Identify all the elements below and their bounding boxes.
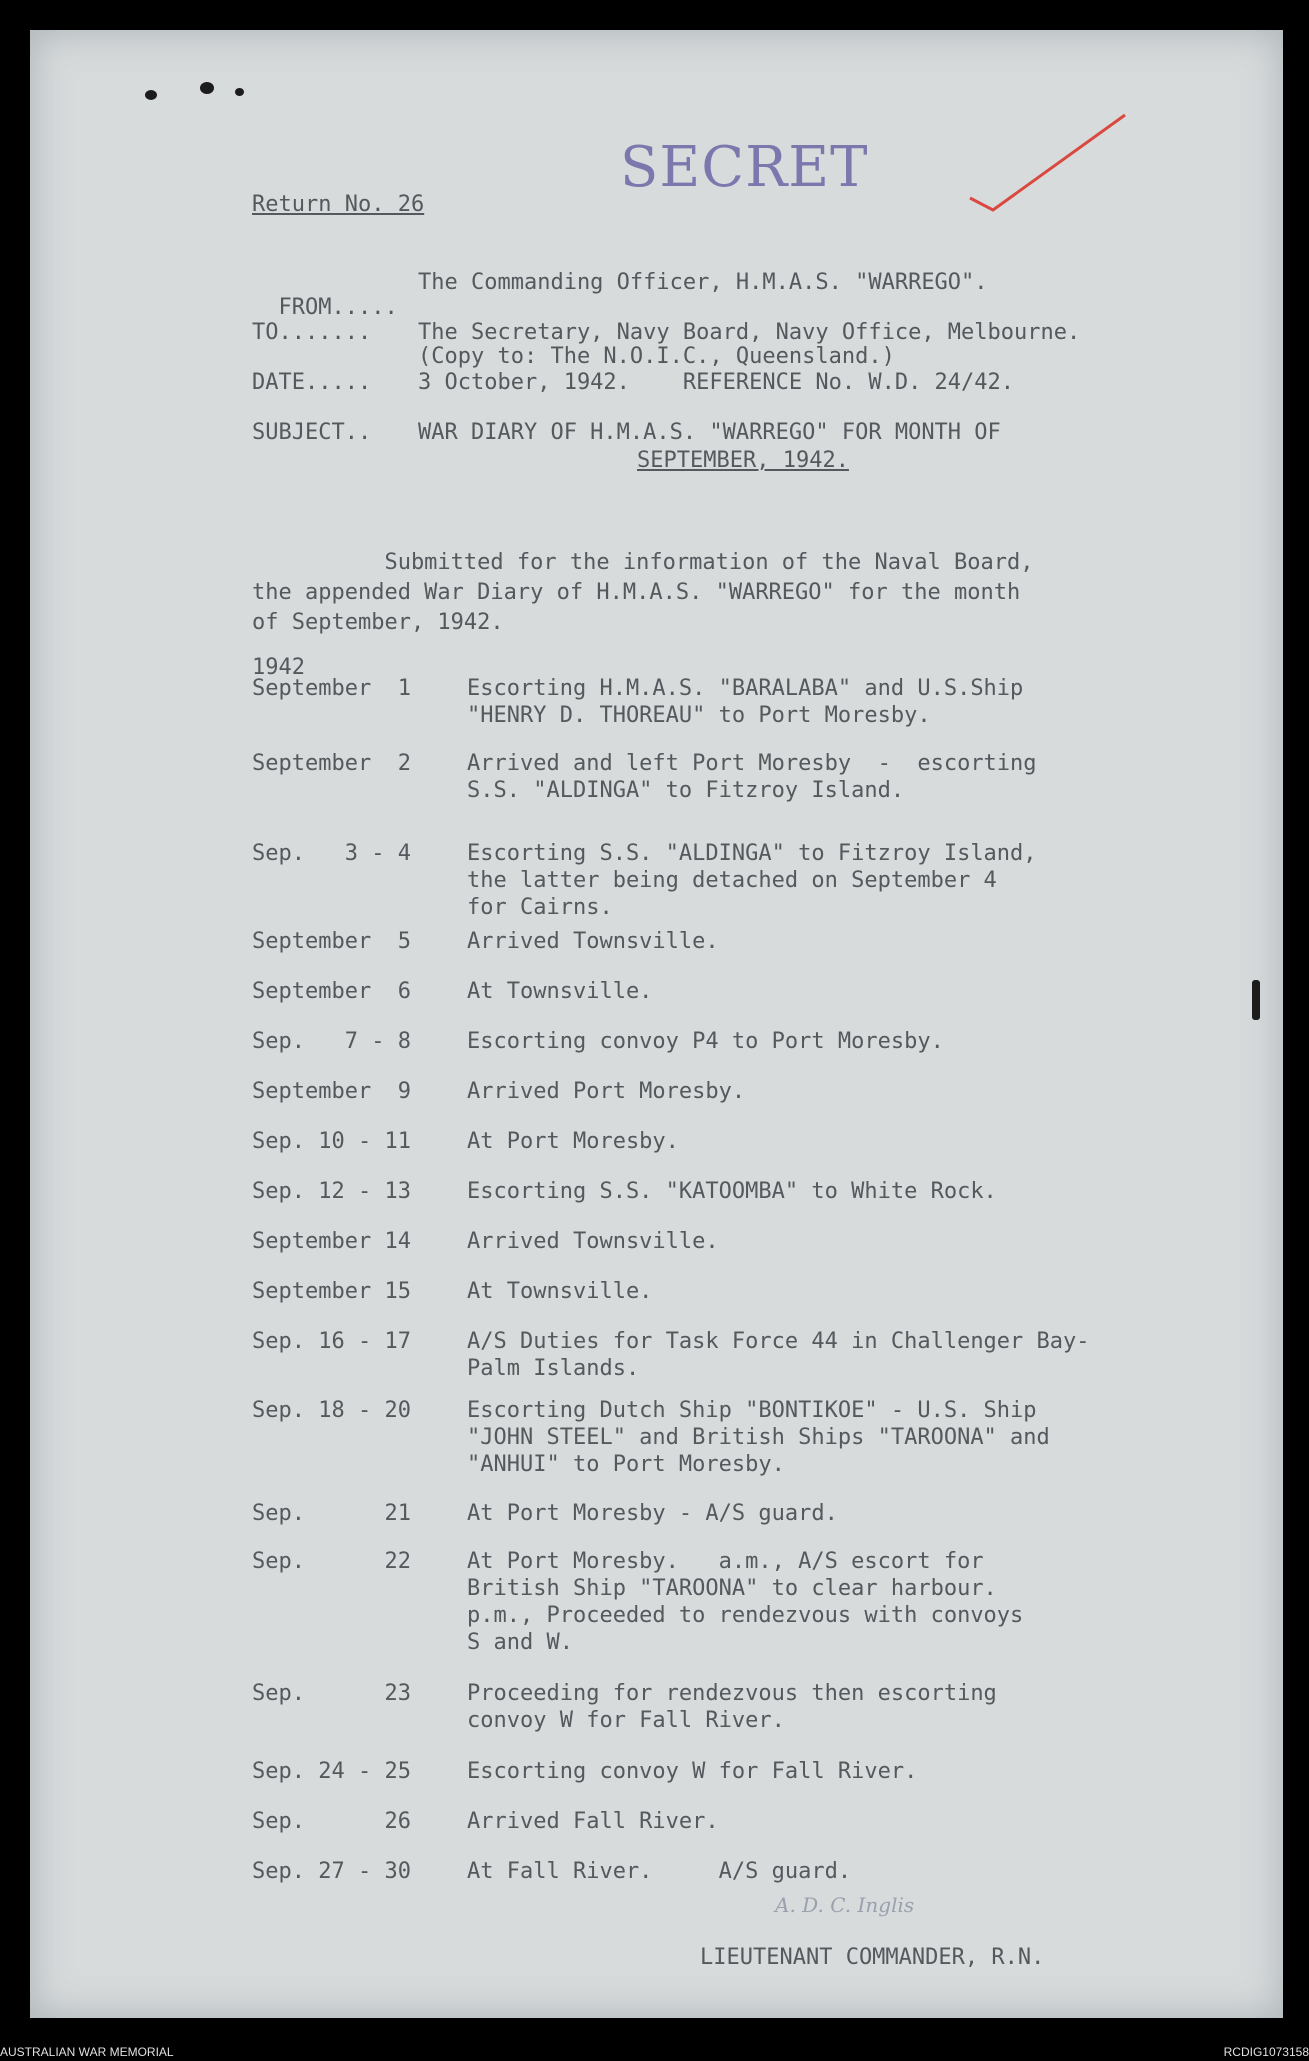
entry-line: p.m., Proceeded to rendezvous with convoys bbox=[467, 1603, 1024, 1628]
entry-line: Escorting S.S. "KATOOMBA" to White Rock. bbox=[467, 1179, 997, 1204]
entry-date: September 6 bbox=[252, 979, 411, 1004]
header-date-label: DATE..... bbox=[252, 370, 372, 395]
entry-date: Sep. 10 - 11 bbox=[252, 1129, 411, 1154]
entry-line: Escorting convoy P4 to Port Moresby. bbox=[467, 1029, 944, 1054]
entry-date: Sep. 12 - 13 bbox=[252, 1179, 411, 1204]
entry-line: At Townsville. bbox=[467, 1279, 653, 1304]
header-from-text: The Commanding Officer, H.M.A.S. "WARREGO". bbox=[418, 270, 988, 295]
entry-line: Escorting Dutch Ship "BONTIKOE" - U.S. Ship bbox=[467, 1398, 1037, 1423]
return-number: Return No. 26 bbox=[252, 192, 425, 217]
intro-line: the appended War Diary of H.M.A.S. "WARREGO" for the month bbox=[252, 580, 1021, 605]
ink-smudge bbox=[200, 82, 214, 94]
entry-line: At Port Moresby - A/S guard. bbox=[467, 1501, 838, 1526]
footer-id: RCDIG1073158 bbox=[1223, 2045, 1309, 2059]
entry-date: September 9 bbox=[252, 1079, 411, 1104]
entry-text bbox=[467, 1128, 1182, 1155]
entry-date: September 5 bbox=[252, 929, 411, 954]
entry-date: Sep. 23 bbox=[252, 1681, 411, 1706]
entry-line: Escorting convoy W for Fall River. bbox=[467, 1759, 918, 1784]
entry-line: Arrived Townsville. bbox=[467, 929, 719, 954]
intro-paragraph bbox=[252, 548, 1172, 638]
header-from-row bbox=[252, 270, 398, 320]
entry-text bbox=[467, 750, 1182, 804]
signature: A. D. C. Inglis bbox=[775, 1893, 915, 1917]
entry-date: September 14 bbox=[252, 1229, 411, 1254]
entry-line: Palm Islands. bbox=[467, 1356, 640, 1381]
entry-line: for Cairns. bbox=[467, 895, 613, 920]
entry-text bbox=[467, 1858, 1182, 1885]
entry-line: S and W. bbox=[467, 1630, 573, 1655]
entry-date: Sep. 24 - 25 bbox=[252, 1759, 411, 1784]
header-subject-label: SUBJECT.. bbox=[252, 420, 372, 445]
entry-line: Arrived Port Moresby. bbox=[467, 1079, 746, 1104]
entry-date: September 2 bbox=[252, 751, 411, 776]
entry-line: Proceeding for rendezvous then escorting bbox=[467, 1681, 997, 1706]
entry-line: Arrived Fall River. bbox=[467, 1809, 719, 1834]
entry-line: British Ship "TAROONA" to clear harbour. bbox=[467, 1576, 997, 1601]
entry-text bbox=[467, 1328, 1182, 1382]
entry-line: Arrived Townsville. bbox=[467, 1229, 719, 1254]
header-label: FROM..... bbox=[278, 295, 398, 320]
header-subject-text: WAR DIARY OF H.M.A.S. "WARREGO" FOR MONTH OF bbox=[418, 420, 1001, 445]
footer-source: AUSTRALIAN WAR MEMORIAL bbox=[0, 2045, 174, 2059]
entry-line: Escorting H.M.A.S. "BARALABA" and U.S.Ship bbox=[467, 676, 1024, 701]
entry-date: Sep. 22 bbox=[252, 1549, 411, 1574]
entry-line: Escorting S.S. "ALDINGA" to Fitzroy Island, bbox=[467, 841, 1037, 866]
entry-date: Sep. 16 - 17 bbox=[252, 1329, 411, 1354]
intro-line: Submitted for the information of the Naval Board, bbox=[252, 550, 1034, 575]
entry-line: "JOHN STEEL" and British Ships "TAROONA" and bbox=[467, 1425, 1050, 1450]
header-subject-text-2: SEPTEMBER, 1942. bbox=[637, 448, 849, 473]
entry-text bbox=[467, 1078, 1182, 1105]
entry-text bbox=[467, 978, 1182, 1005]
entry-line: At Port Moresby. bbox=[467, 1129, 679, 1154]
signatory-rank: LIEUTENANT COMMANDER, R.N. bbox=[700, 1945, 1045, 1970]
entry-text bbox=[467, 1680, 1182, 1734]
header-copy-text: (Copy to: The N.O.I.C., Queensland.) bbox=[418, 344, 895, 369]
secret-stamp: SECRET bbox=[620, 135, 869, 200]
entry-date: September 1 bbox=[252, 676, 411, 701]
entry-line: A/S Duties for Task Force 44 in Challenger Bay- bbox=[467, 1329, 1090, 1354]
entry-line: S.S. "ALDINGA" to Fitzroy Island. bbox=[467, 778, 905, 803]
entry-line: the latter being detached on September 4 bbox=[467, 868, 997, 893]
entry-text bbox=[467, 840, 1182, 921]
year-label: 1942 bbox=[252, 655, 305, 680]
entry-text bbox=[467, 1278, 1182, 1305]
entry-line: "ANHUI" to Port Moresby. bbox=[467, 1452, 785, 1477]
entry-date: September 15 bbox=[252, 1279, 411, 1304]
entry-text bbox=[467, 1548, 1182, 1656]
entry-line: At Fall River. A/S guard. bbox=[467, 1859, 852, 1884]
entry-text bbox=[467, 1758, 1182, 1785]
red-check-mark bbox=[965, 110, 1135, 220]
entry-line: convoy W for Fall River. bbox=[467, 1708, 785, 1733]
ink-smudge bbox=[145, 90, 157, 100]
entry-date: Sep. 18 - 20 bbox=[252, 1398, 411, 1423]
header-date-text: 3 October, 1942. REFERENCE No. W.D. 24/42. bbox=[418, 370, 1015, 395]
entry-text bbox=[467, 1397, 1182, 1478]
entry-line: At Townsville. bbox=[467, 979, 653, 1004]
entry-text bbox=[467, 1500, 1182, 1527]
entry-line: Arrived and left Port Moresby - escorting bbox=[467, 751, 1037, 776]
entry-date: Sep. 27 - 30 bbox=[252, 1859, 411, 1884]
entry-date: Sep. 7 - 8 bbox=[252, 1029, 411, 1054]
entry-line: "HENRY D. THOREAU" to Port Moresby. bbox=[467, 703, 931, 728]
entry-date: Sep. 26 bbox=[252, 1809, 411, 1834]
entry-text bbox=[467, 1228, 1182, 1255]
header-to-text: The Secretary, Navy Board, Navy Office, Melbourne. bbox=[418, 320, 1081, 345]
entry-date: Sep. 21 bbox=[252, 1501, 411, 1526]
entry-text bbox=[467, 675, 1182, 729]
entry-text bbox=[467, 1028, 1182, 1055]
entry-text bbox=[467, 1178, 1182, 1205]
entry-text bbox=[467, 928, 1182, 955]
ink-smudge bbox=[235, 88, 244, 96]
entry-text bbox=[467, 1808, 1182, 1835]
entry-date: Sep. 3 - 4 bbox=[252, 841, 411, 866]
intro-line: of September, 1942. bbox=[252, 610, 504, 635]
header-to-label: TO....... bbox=[252, 320, 372, 345]
ink-smudge bbox=[1252, 980, 1260, 1020]
entry-line: At Port Moresby. a.m., A/S escort for bbox=[467, 1549, 984, 1574]
